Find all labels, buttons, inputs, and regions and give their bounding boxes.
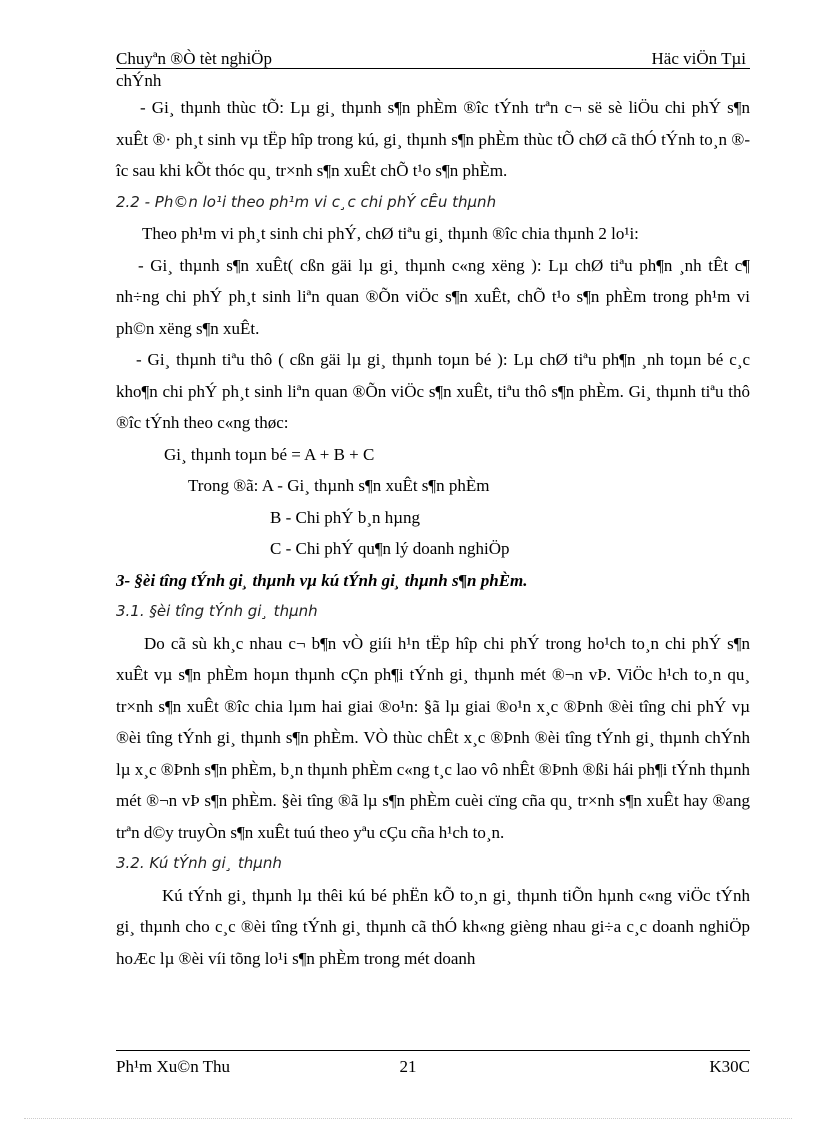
paragraph-total-cost: - Gi¸ thµnh tiªu thô ( cßn gäi lµ gi¸ thµnh toµn bé ): Lµ chØ tiªu ph¶n ¸nh toµn bé c¸c kho¶n chi phÝ ph¸t sinh liªn quan ®Õn viÖc s¶n xuÊt, tiªu thô s¶n phÈm. Gi¸ thµnh tiªu thô ®îc tÝnh theo c«ng thøc:	[116, 350, 750, 432]
section-heading-3: 3- §èi tîng tÝnh gi¸ thµnh vµ kú tÝnh gi¸ thµnh s¶n phÈm.	[116, 570, 528, 590]
header-left: Chuyªn ®Ò tèt nghiÖp	[116, 49, 272, 68]
page-body	[116, 92, 750, 974]
header-rule	[116, 68, 750, 69]
formula-item-b: B - Chi phÝ b¸n hµng	[270, 507, 421, 527]
paragraph-production-cost: - Gi¸ thµnh s¶n xuÊt( cßn gäi lµ gi¸ thµnh c«ng xëng ): Lµ chØ tiªu ph¶n ¸nh tÊt c¶ nh÷ng chi phÝ ph¸t sinh liªn quan ®Õn viÖc s¶n xuÊt, chÕ t¹o s¶n phÈm trong ph¹m vi ph©n xëng s¶n xuÊt.	[116, 255, 750, 338]
footer-class-code: K30C	[709, 1057, 750, 1076]
section-heading-3-2: 3.2. Kú tÝnh gi¸ thµnh	[116, 854, 282, 872]
paragraph-costing-period: Kú tÝnh gi¸ thµnh lµ thêi kú bé phËn kÕ to¸n gi¸ thµnh tiÕn hµnh c«ng viÖc tÝnh gi¸ thµnh cho c¸c ®èi tîng tÝnh gi¸ thµnh cã thÓ kh«ng gièng nhau gi÷a c¸c doanh nghiÖp hoÆc lµ ®èi víi tõng lo¹i s¶n phÈm trong mét doanh	[116, 885, 750, 968]
section-heading-2-2: 2.2 - Ph©n lo¹i theo ph¹m vi c¸c chi phÝ cÊu thµnh	[116, 192, 497, 211]
paragraph-costing-object: Do cã sù kh¸c nhau c¬ b¶n vÒ giíi h¹n tËp hîp chi phÝ trong ho¹ch to¸n chi phÝ s¶n xuÊt vµ s¶n phÈm hoµn thµnh cÇn ph¶i tÝnh gi¸ thµnh mét ®¬n vÞ. ViÖc h¹ch to¸n qu¸ tr×nh s¶n xuÊt ®îc chia lµm hai giai ®o¹n: §ã lµ giai ®o¹n x¸c ®Þnh ®èi tîng chi phÝ vµ ®èi tîng tÝnh gi¸ thµnh s¶n phÈm. VÒ thùc chÊt x¸c ®Þnh ®èi tîng tÝnh gi¸ thµnh chÝnh lµ x¸c ®Þnh s¶n phÈm, b¸n thµnh phÈm c«ng t¸c lao vô nhÊt ®Þnh ®ßi hái ph¶i tÝnh thµnh mét ®¬n vÞ s¶n phÈm. §èi tîng ®ã lµ s¶n phÈm cuèi cïng cña qu¸ tr×nh s¶n xuÊt hay ®ang trªn d©y truyÒn s¶n xuÊt tuú theo yªu cÇu cña h¹ch to¸n.	[116, 633, 750, 842]
paragraph-scope-intro: Theo ph¹m vi ph¸t sinh chi phÝ, chØ tiªu gi¸ thµnh ®îc chia thµnh 2 lo¹i:	[142, 224, 639, 243]
header-left-continuation: chÝnh	[116, 71, 162, 90]
footer-rule	[116, 1050, 750, 1051]
paragraph-actual-cost: - Gi¸ thµnh thùc tÕ: Lµ gi¸ thµnh s¶n phÈm ®îc tÝnh trªn c¬ së sè liÖu chi phÝ s¶n xuÊt ®· ph¸t sinh vµ tËp hîp trong kú, gi¸ thµnh s¶n phÈm thùc tÕ chØ cã thÓ tÝnh to¸n ®îc sau khi kÕt thóc qu¸ tr×nh s¶n xuÊt chÕ t¹o s¶n phÈm.	[116, 98, 750, 180]
page-edge-divider	[24, 1118, 792, 1119]
header-right: Häc viÖn Tµi	[651, 49, 746, 68]
formula-line: Gi¸ thµnh toµn bé = A + B + C	[164, 444, 375, 464]
section-heading-3-1: 3.1. §èi tîng tÝnh gi¸ thµnh	[116, 602, 318, 620]
formula-item-a: Trong ®ã: A - Gi¸ thµnh s¶n xuÊt s¶n phÈm	[188, 476, 490, 495]
formula-item-c: C - Chi phÝ qu¶n lý doanh nghiÖp	[270, 539, 510, 558]
footer-author: Ph¹m Xu©n Thu	[116, 1057, 231, 1076]
page-number: 21	[399, 1057, 417, 1076]
